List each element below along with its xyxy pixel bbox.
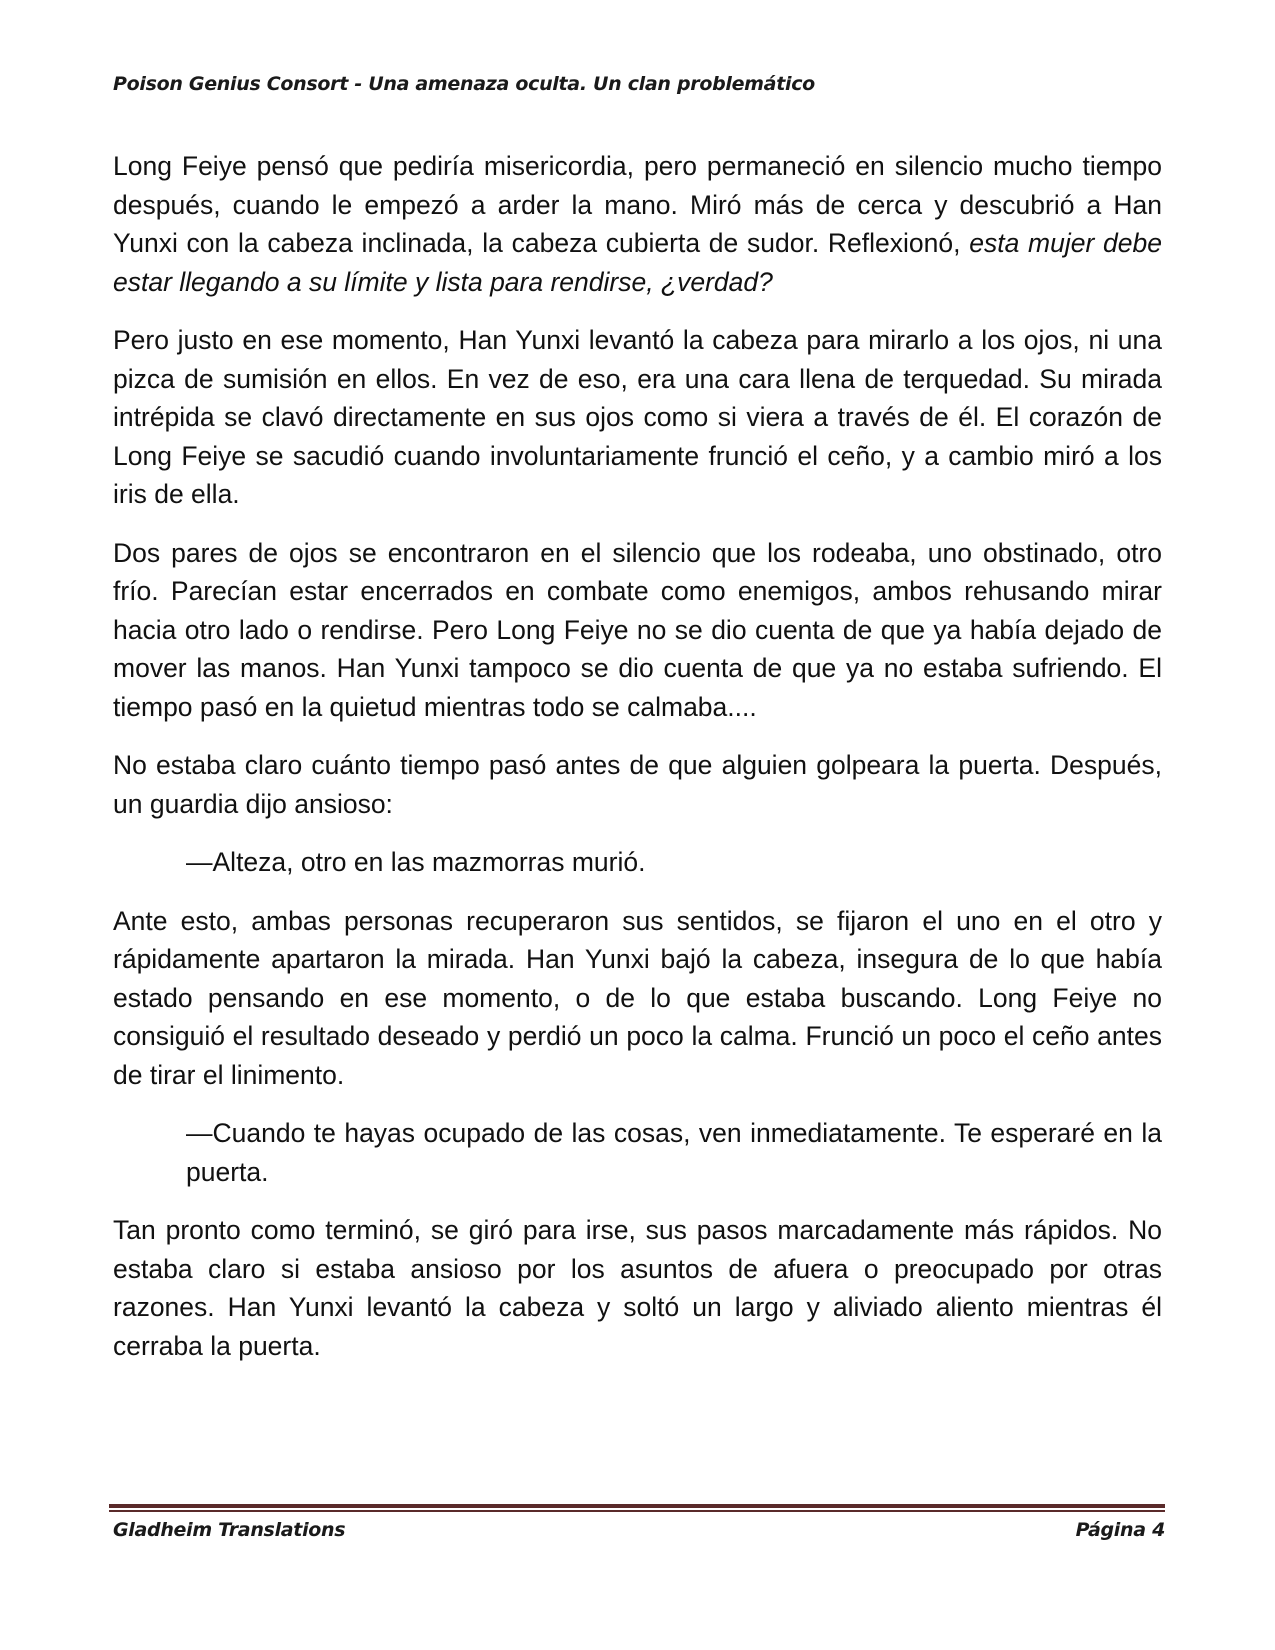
document-body	[113, 147, 1162, 1385]
paragraph-1-italic-thought: esta mujer debe estar llegando a su límite y lista para rendirse, ¿verdad?	[113, 228, 1162, 297]
footer-divider-thin	[109, 1510, 1165, 1512]
footer-divider-thick	[109, 1504, 1165, 1508]
page-header-title: Poison Genius Consort - Una amenaza oculta. Un clan problemático	[113, 73, 815, 95]
paragraph-5: Ante esto, ambas personas recuperaron sus sentidos, se fijaron el uno en el otro y rápidamente apartaron la mirada. Han Yunxi bajó la cabeza, insegura de lo que había estado pensando en ese momento, o de lo que estaba buscando. Long Feiye no consiguió el resultado deseado y perdió un poco la calma. Frunció un poco el ceño antes de tirar el linimento.	[113, 905, 1162, 1090]
paragraph-1	[113, 147, 1162, 301]
paragraph-2: Pero justo en ese momento, Han Yunxi levantó la cabeza para mirarlo a los ojos, ni una pizca de sumisión en ellos. En vez de eso, era una cara llena de terquedad. Su mirada intrépida se clavó directamente en sus ojos como si viera a través de él. El corazón de Long Feiye se sacudió cuando involuntariamente frunció el ceño, y a cambio miró a los iris de ella.	[113, 325, 1162, 509]
footer-translator-name: Gladheim Translations	[113, 1519, 346, 1541]
dialog-line-1: —Alteza, otro en las mazmorras murió.	[186, 847, 646, 877]
footer-page-number: Página 4	[1075, 1519, 1165, 1541]
footer-divider	[109, 1504, 1165, 1514]
paragraph-6: Tan pronto como terminó, se giró para irse, sus pasos marcadamente más rápidos. No estaba claro si estaba ansioso por los asuntos de afuera o preocupado por otras razones. Han Yunxi levantó la cabeza y soltó un largo y aliviado aliento mientras él cerraba la puerta.	[113, 1215, 1162, 1361]
paragraph-1-text: Long Feiye pensó que pediría misericordia, pero permaneció en silencio mucho tiempo después, cuando le empezó a arder la mano. Miró más de cerca y descubrió a Han Yunxi con la cabeza inclinada, la cabeza cubierta de sudor. Reflexionó,	[113, 151, 1162, 258]
paragraph-4: No estaba claro cuánto tiempo pasó antes de que alguien golpeara la puerta. Después, un guardia dijo ansioso:	[113, 750, 1162, 819]
paragraph-3: Dos pares de ojos se encontraron en el silencio que los rodeaba, uno obstinado, otro frío. Parecían estar encerrados en combate como enemigos, ambos rehusando mirar hacia otro lado o rendirse. Pero Long Feiye no se dio cuenta de que ya había dejado de mover las manos. Han Yunxi tampoco se dio cuenta de que ya no estaba sufriendo. El tiempo pasó en la quietud mientras todo se calmaba....	[113, 537, 1162, 722]
dialog-line-2: —Cuando te hayas ocupado de las cosas, ven inmediatamente. Te esperaré en la puerta.	[186, 1118, 1162, 1187]
